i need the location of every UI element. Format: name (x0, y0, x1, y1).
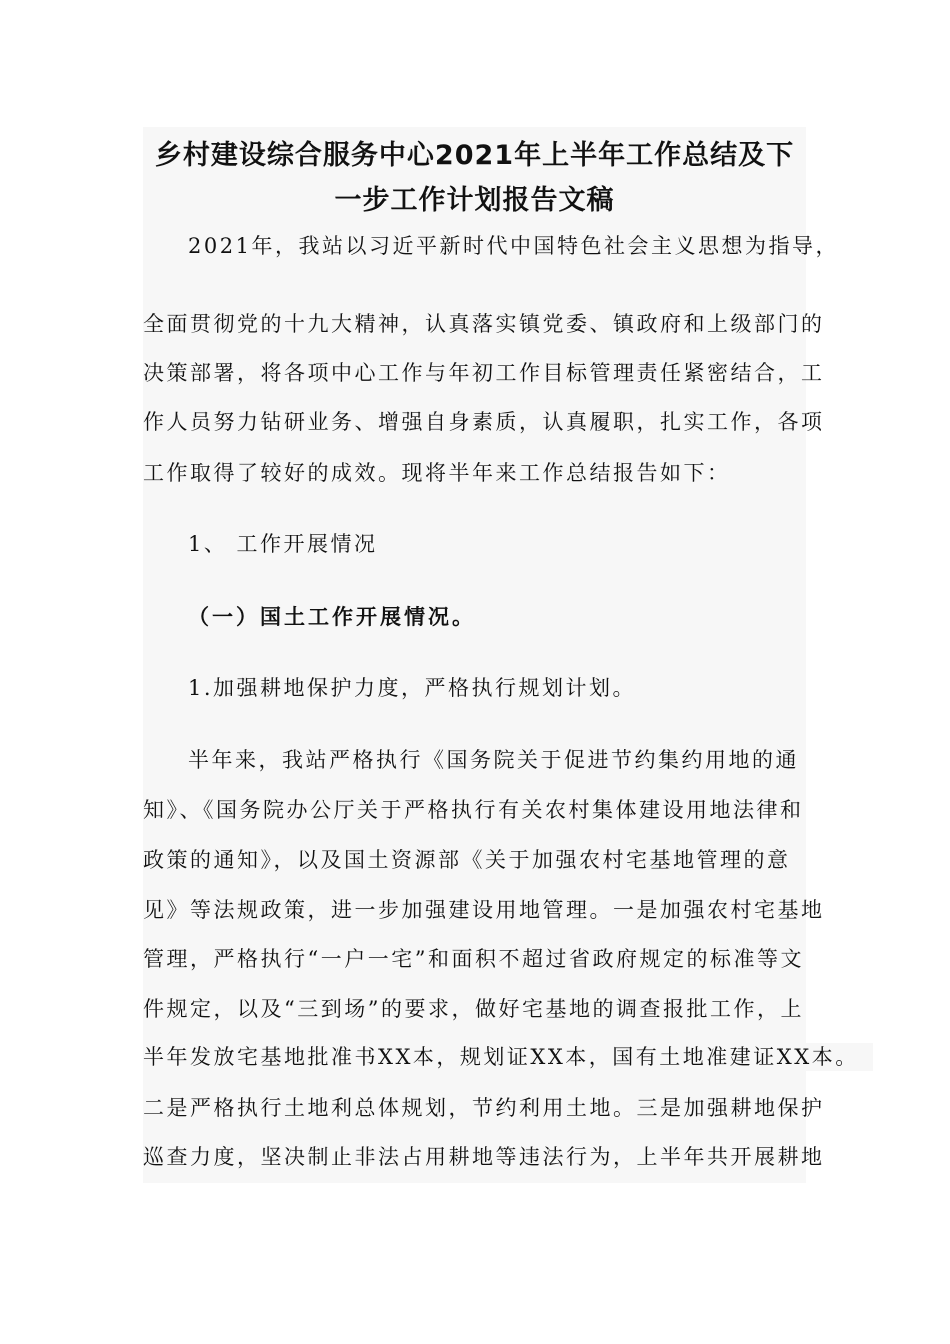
body-line-2: 知》、《国务院办公厅关于严格执行有关农村集体建设用地法律和 (143, 798, 804, 822)
intro-line-4: 作人员努力钻研业务、增强自身素质，认真履职，扎实工作，各项 (143, 410, 825, 434)
section-heading: 1、 工作开展情况 (188, 532, 378, 556)
body-line-9: 巡查力度，坚决制止非法占用耕地等违法行为，上半年共开展耕地 (143, 1145, 825, 1169)
document-title-line-1: 乡村建设综合服务中心2021年上半年工作总结及下 (154, 140, 795, 171)
body-line-7: 半年发放宅基地批准书XX本，规划证XX本，国有土地准建证XX本。 (143, 1043, 873, 1071)
intro-line-5: 工作取得了较好的成效。现将半年来工作总结报告如下： (143, 461, 731, 485)
intro-line-1: 2021年，我站以习近平新时代中国特色社会主义思想为指导， (188, 234, 839, 258)
document-title-line-2: 一步工作计划报告文稿 (334, 185, 615, 216)
body-line-8: 二是严格执行土地利总体规划，节约利用土地。三是加强耕地保护 (143, 1096, 825, 1120)
intro-line-2: 全面贯彻党的十九大精神，认真落实镇党委、镇政府和上级部门的 (143, 312, 825, 336)
body-line-6: 件规定，以及“三到场”的要求，做好宅基地的调查报批工作，上 (143, 997, 804, 1021)
body-line-4: 见》等法规政策，进一步加强建设用地管理。一是加强农村宅基地 (143, 898, 825, 922)
intro-line-3: 决策部署，将各项中心工作与年初工作目标管理责任紧密结合，工 (143, 361, 825, 385)
body-line-1: 半年来，我站严格执行《国务院关于促进节约集约用地的通 (188, 748, 799, 772)
body-line-5: 管理，严格执行“一户一宅”和面积不超过省政府规定的标准等文 (143, 947, 804, 971)
item-heading: 1.加强耕地保护力度，严格执行规划计划。 (188, 676, 637, 700)
body-line-3: 政策的通知》，以及国土资源部《关于加强农村宅基地管理的意 (143, 848, 791, 872)
document-page (143, 127, 859, 1183)
subsection-heading: （一）国土工作开展情况。 (188, 605, 476, 629)
